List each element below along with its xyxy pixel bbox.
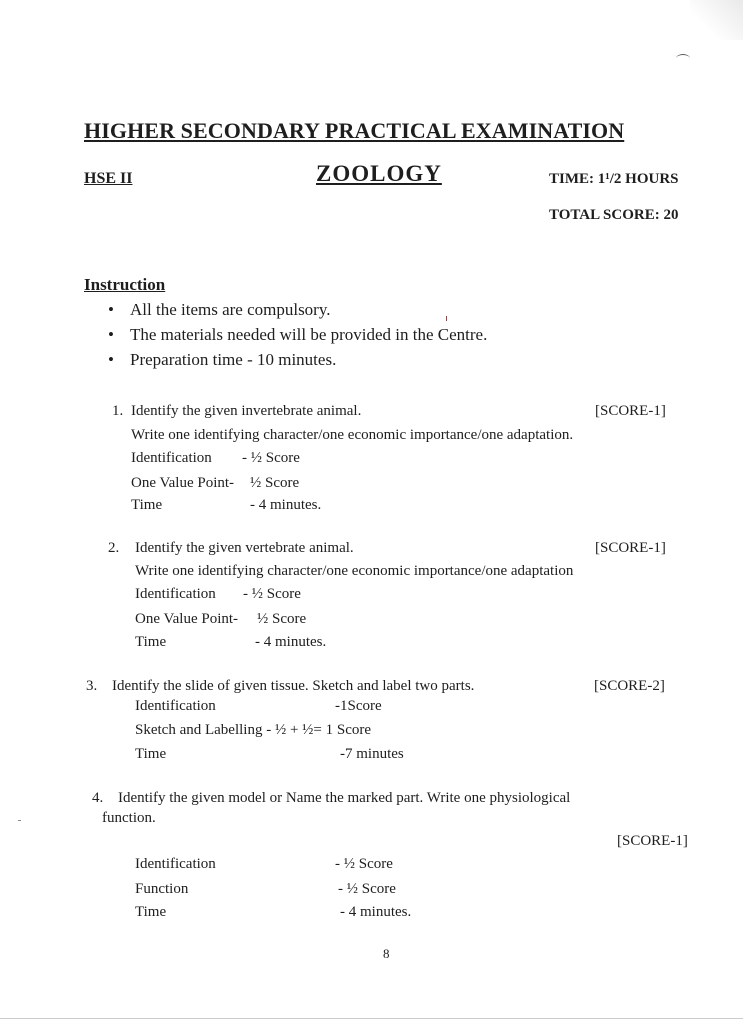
- question-text-cont: function.: [102, 810, 156, 826]
- question-number: 4.: [92, 790, 104, 806]
- row-value: -1Score: [335, 698, 382, 714]
- row-label: One Value Point-: [131, 475, 235, 491]
- scan-mark: [676, 54, 690, 63]
- question-subtext: Write one identifying character/one economic importance/one adaptation.: [131, 427, 574, 443]
- row-label: Sketch and Labelling - ½ + ½= 1 Score: [135, 722, 372, 738]
- scan-corner-shadow: [690, 0, 743, 40]
- question-text: Identify the given model or Name the marked part. Write one physiological: [118, 790, 571, 806]
- row-label: Time: [131, 497, 163, 513]
- question-score: [SCORE-1]: [595, 403, 666, 419]
- time-label: TIME: 1¹/2 HOURS: [549, 171, 679, 187]
- row-label: Time: [135, 904, 167, 920]
- question-number: 1.: [112, 403, 124, 419]
- row-label: Time: [135, 746, 167, 762]
- row-label: One Value Point-: [135, 611, 239, 627]
- row-value: ½ Score: [257, 611, 307, 627]
- row-value: - ½ Score: [335, 856, 393, 872]
- exam-title: HIGHER SECONDARY PRACTICAL EXAMINATION: [84, 118, 625, 143]
- row-value: -7 minutes: [340, 746, 404, 762]
- question-text: Identify the given invertebrate animal.: [131, 403, 362, 419]
- bullet-icon: •: [108, 350, 114, 369]
- row-label: Identification: [135, 856, 216, 872]
- row-value: - 4 minutes.: [340, 904, 412, 920]
- instruction-item: • The materials needed will be provided in the Centre.: [108, 325, 488, 344]
- question-text: Identify the given vertebrate animal.: [135, 540, 354, 556]
- row-value: ½ Score: [250, 475, 300, 491]
- bullet-icon: •: [108, 300, 114, 319]
- row-label: Time: [135, 634, 167, 650]
- instruction-item: • All the items are compulsory.: [108, 300, 331, 319]
- class-label: HSE II: [84, 170, 133, 187]
- question-score: [SCORE-2]: [594, 678, 665, 694]
- scan-mark: [18, 820, 21, 821]
- row-value: - 4 minutes.: [255, 634, 327, 650]
- question-number: 3.: [86, 678, 98, 694]
- scan-edge: [0, 1018, 743, 1019]
- instruction-item: • Preparation time - 10 minutes.: [108, 350, 337, 369]
- row-label: Function: [135, 881, 189, 897]
- question-number: 2.: [108, 540, 120, 556]
- row-value: - ½ Score: [243, 586, 301, 602]
- row-label: Identification: [135, 698, 216, 714]
- row-label: Identification: [135, 586, 216, 602]
- question-text: Identify the slide of given tissue. Sketch and label two parts.: [112, 678, 475, 694]
- subject-title: ZOOLOGY: [316, 161, 442, 186]
- total-score-label: TOTAL SCORE: 20: [549, 207, 679, 223]
- question-score: [SCORE-1]: [595, 540, 666, 556]
- row-label: Identification: [131, 450, 212, 466]
- question-subtext: Write one identifying character/one economic importance/one adaptation: [135, 563, 574, 579]
- scan-mark: [446, 316, 447, 321]
- page-number: 8: [383, 946, 390, 961]
- bullet-icon: •: [108, 325, 114, 344]
- row-value: - ½ Score: [338, 881, 396, 897]
- instruction-heading: Instruction: [84, 275, 166, 294]
- question-score: [SCORE-1]: [617, 833, 688, 849]
- row-value: - 4 minutes.: [250, 497, 322, 513]
- row-value: - ½ Score: [242, 450, 300, 466]
